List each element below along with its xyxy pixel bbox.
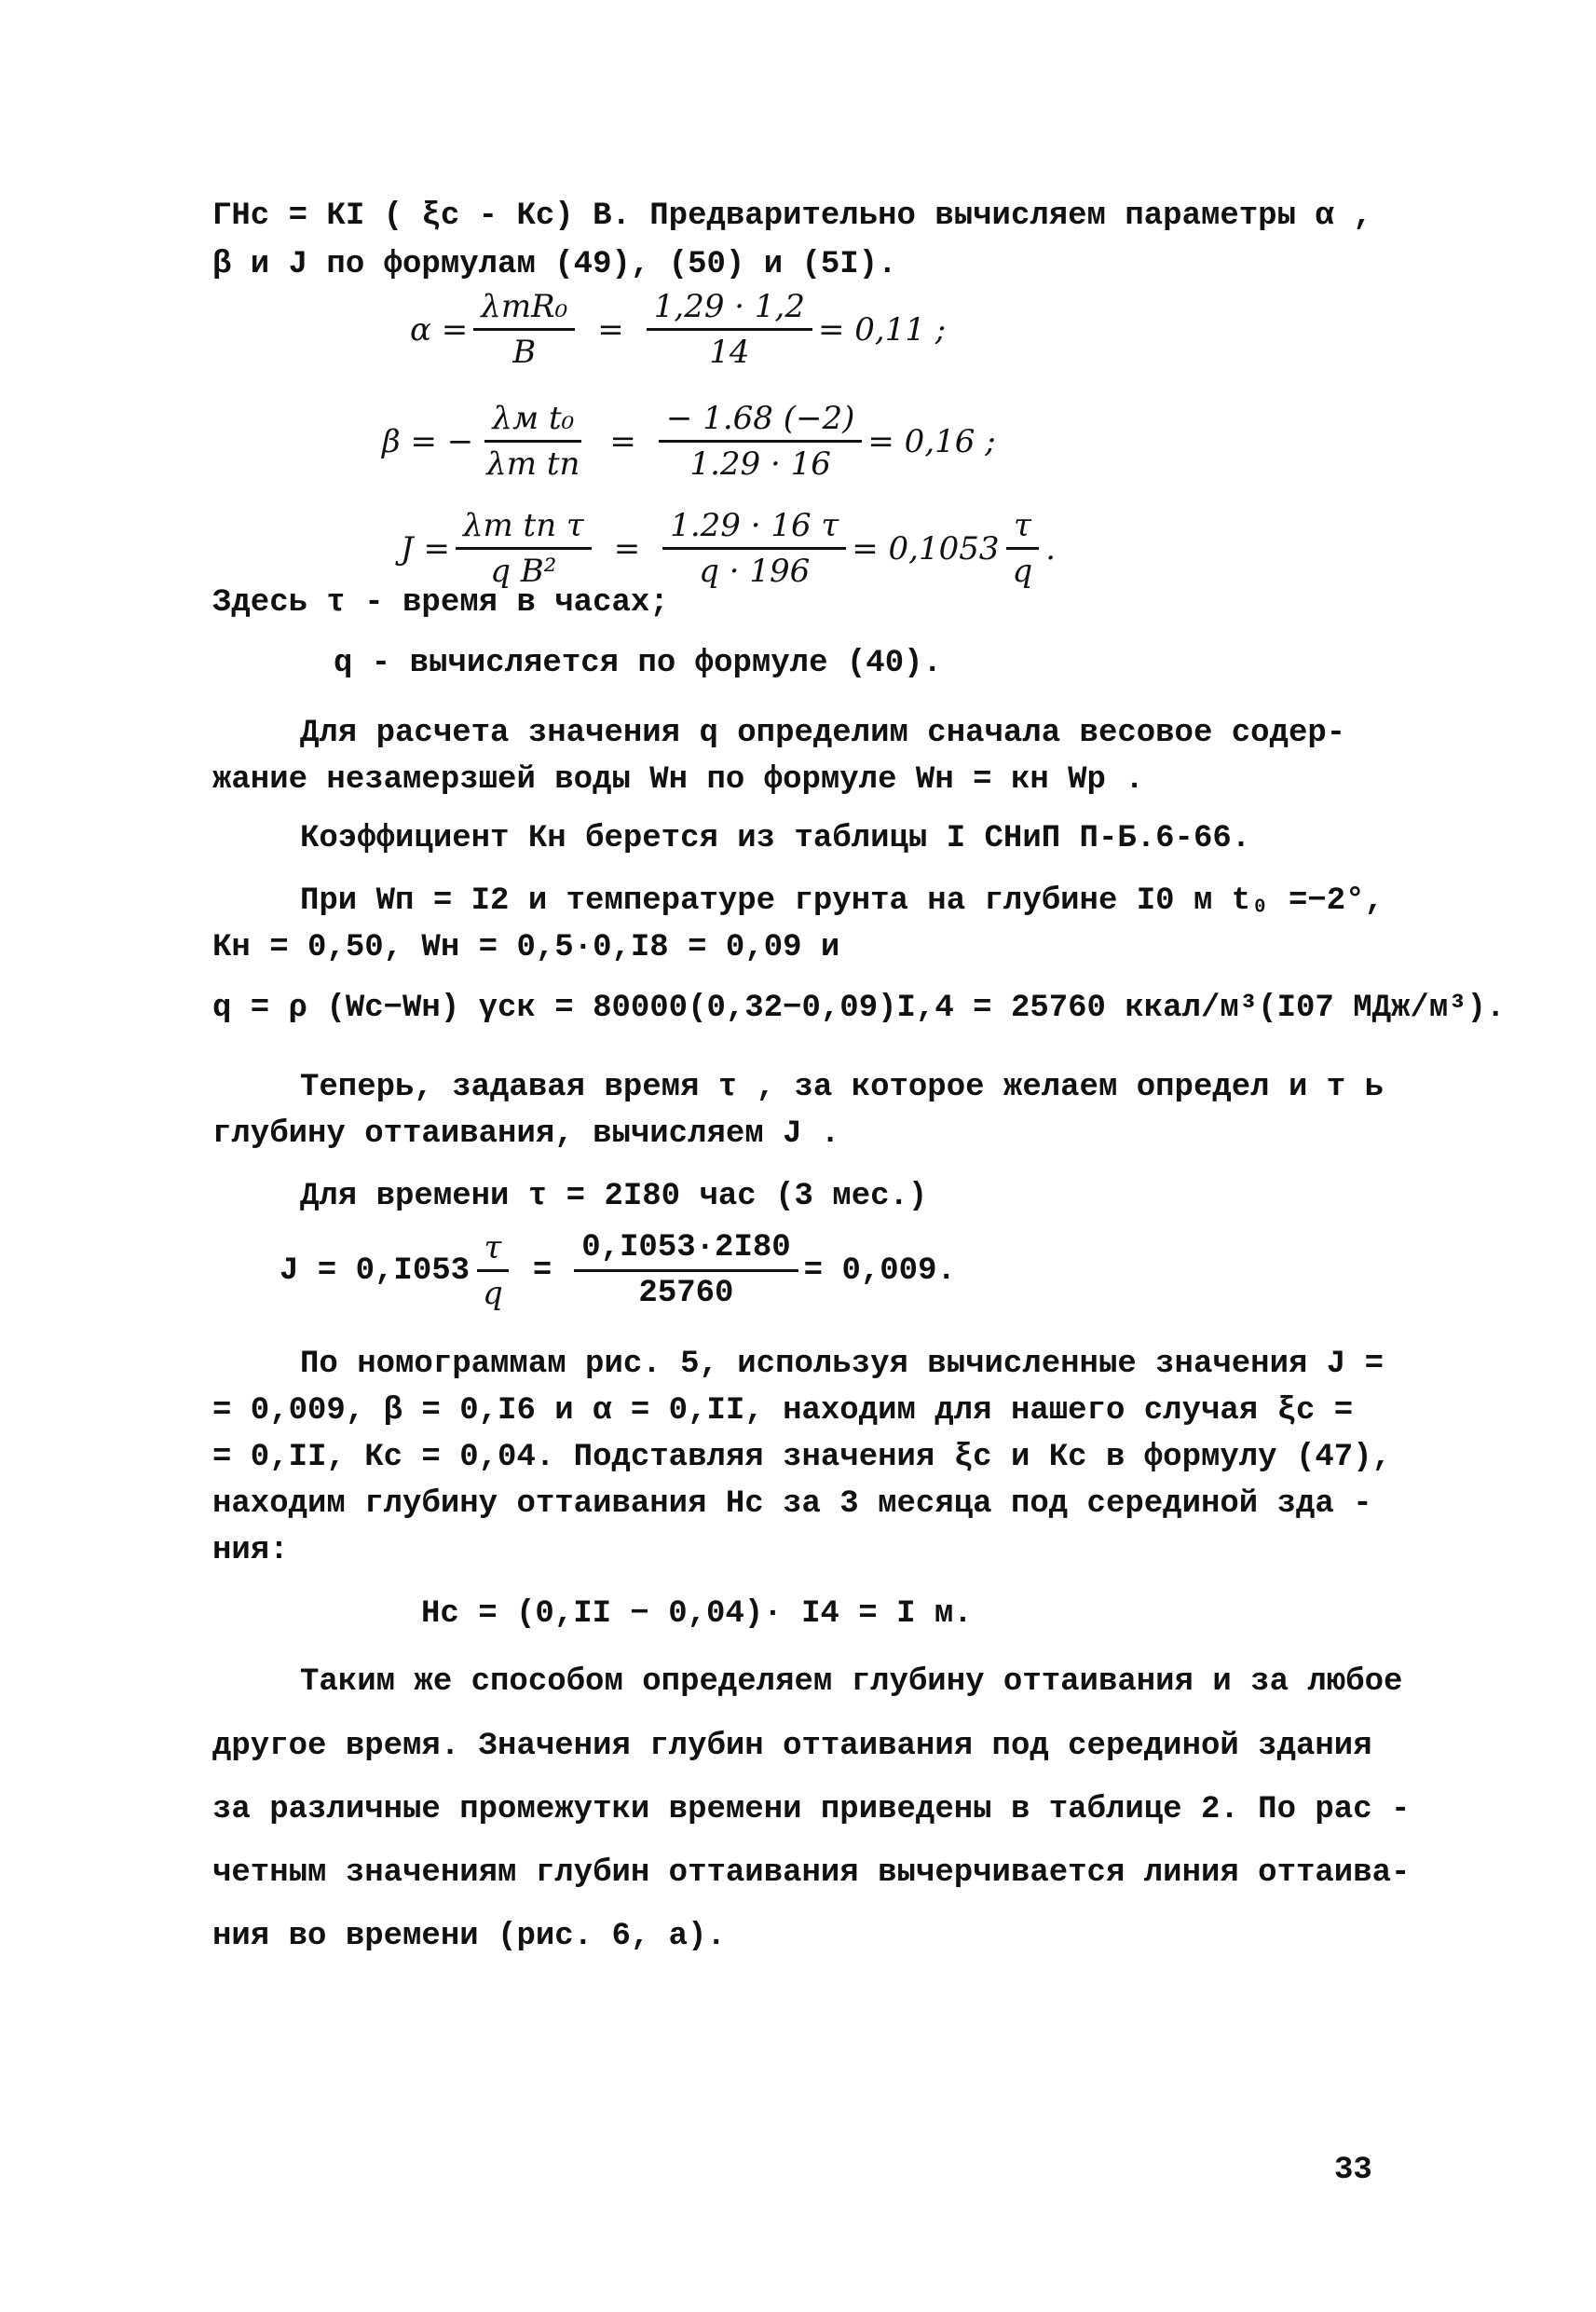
formula-alpha: α = $\frac{\text{λтR₀}}{B}$ = $\frac{1,29 \cdot 1,2}{14}$ = 0,11 ;	[410, 288, 947, 371]
formula-j-value: J = 0,I053 $\frac{\tau}{q}$ = $\frac{0,I053\cdot 2I80}{25760}$ = 0,009.	[280, 1229, 956, 1312]
fraction-denominator: B	[512, 334, 537, 371]
formula-lhs: α =	[410, 310, 469, 349]
text-line: глубину оттаивания, вычисляем J .	[212, 1116, 840, 1152]
formula-result: = 0,1053	[852, 529, 1000, 568]
text-line: = 0,009, β = 0,I6 и α = 0,II, находим для нашего случая ξс =	[212, 1393, 1354, 1429]
text-line: Теперь, задавая время τ , за которое желаем определ и т ь	[300, 1070, 1384, 1105]
formula-result: = 0,16 ;	[867, 422, 996, 460]
fraction	[1005, 508, 1041, 589]
fraction-denominator: q	[1012, 553, 1033, 590]
formula-j: J = $\frac{\text{λт tп τ}}{\text{q B²}}$ = $\frac{1.29 \cdot 16 \tau}{q \cdot 196}$ = 0,1053 $\frac{\tau}{q}$ .	[401, 507, 1057, 590]
text-line: четным значениям глубин оттаивания вычерчивается линия оттаива-	[212, 1855, 1411, 1891]
fraction	[659, 401, 862, 482]
formula-lhs: J = 0,I053	[280, 1252, 471, 1289]
fraction	[456, 508, 592, 589]
text-line: жание незамерзшей воды Wн по формуле Wн = кн Wр .	[212, 762, 1144, 798]
text-line: Кн = 0,50, Wн = 0,5·0,I8 = 0,09 и	[212, 930, 840, 965]
fraction-denominator: 1.29 · 16	[689, 445, 831, 483]
fraction-numerator: 1,29 · 1,2	[647, 289, 812, 331]
text-line: q - вычисляется по формуле (40).	[334, 646, 942, 681]
page-number: 33	[1334, 2153, 1372, 2188]
text-line: Таким же способом определяем глубину оттаивания и за любое	[300, 1664, 1403, 1700]
fraction-denominator: λт tп	[486, 445, 580, 483]
fraction-numerator: 1.29 · 16 τ	[662, 508, 846, 550]
text-line: Здесь τ - время в часах;	[212, 585, 669, 621]
fraction	[479, 401, 587, 482]
text-line: ГНс = КI ( ξс - Кс) В. Предварительно вычисляем параметры α ,	[212, 198, 1372, 234]
fraction	[647, 289, 812, 370]
fraction-numerator: λт tп τ	[456, 508, 592, 550]
fraction	[475, 1230, 511, 1311]
text-line: за различные промежутки времени приведены в таблице 2. По рас -	[212, 1792, 1411, 1827]
text-line: ния во времени (рис. 6, а).	[212, 1919, 726, 1954]
fraction-numerator: λтR₀	[473, 289, 575, 331]
fraction	[662, 508, 846, 589]
text-line: При Wп = I2 и температуре грунта на глубине I0 м t₀ =−2°,	[300, 883, 1384, 919]
text-line: другое время. Значения глубин оттаивания под серединой здания	[212, 1729, 1372, 1764]
fraction-numerator: − 1.68 (−2)	[659, 401, 862, 443]
fraction	[473, 289, 575, 370]
text-line: Коэффициент Кн берется из таблицы I СНиП П-Б.6-66.	[300, 821, 1251, 856]
fraction-denominator: q · 196	[699, 553, 811, 590]
text-line: ния:	[212, 1533, 289, 1568]
fraction-denominator: q	[483, 1275, 503, 1312]
fraction-numerator: λм t₀	[484, 401, 581, 443]
text-line: Для расчета значения q определим сначала весовое содер-	[300, 716, 1346, 751]
fraction-numerator: τ	[1006, 508, 1039, 550]
formula-lhs: β = −	[382, 422, 474, 460]
text-line: = 0,II, Кс = 0,04. Подставляя значения ξс и Кс в формулу (47),	[212, 1440, 1392, 1475]
formula-result: = 0,11 ;	[818, 310, 947, 349]
text-line: Для времени τ = 2I80 час (3 мес.)	[300, 1179, 928, 1214]
fraction-denominator: q B²	[490, 553, 557, 590]
text-line: находим глубину оттаивания Нс за 3 месяца под серединой зда -	[212, 1486, 1372, 1522]
fraction-numerator: τ	[477, 1230, 510, 1272]
text-line: Нс = (0,II − 0,04)· I4 = I м.	[421, 1596, 973, 1632]
formula-result: = 0,009.	[803, 1252, 956, 1289]
fraction	[574, 1230, 798, 1311]
fraction-numerator: 0,I053·2I80	[574, 1230, 798, 1272]
text-line: β и J по формулам (49), (50) и (5I).	[212, 247, 897, 282]
text-line: По номограммам рис. 5, используя вычисленные значения J =	[300, 1347, 1384, 1382]
formula-beta: β = − $\frac{\text{λм t₀}}{\text{λт tп}}$ = $\frac{- 1.68 (-2)}{1.29 \cdot 16}$ = 0,16 ;	[382, 400, 996, 483]
formula-lhs: J =	[401, 529, 450, 568]
fraction-denominator: 14	[709, 334, 750, 371]
fraction-denominator: 25760	[638, 1276, 734, 1311]
text-line: q = ρ (Wс−Wн) γск = 80000(0,32−0,09)I,4 = 25760 ккал/м³(I07 МДж/м³).	[212, 991, 1506, 1026]
